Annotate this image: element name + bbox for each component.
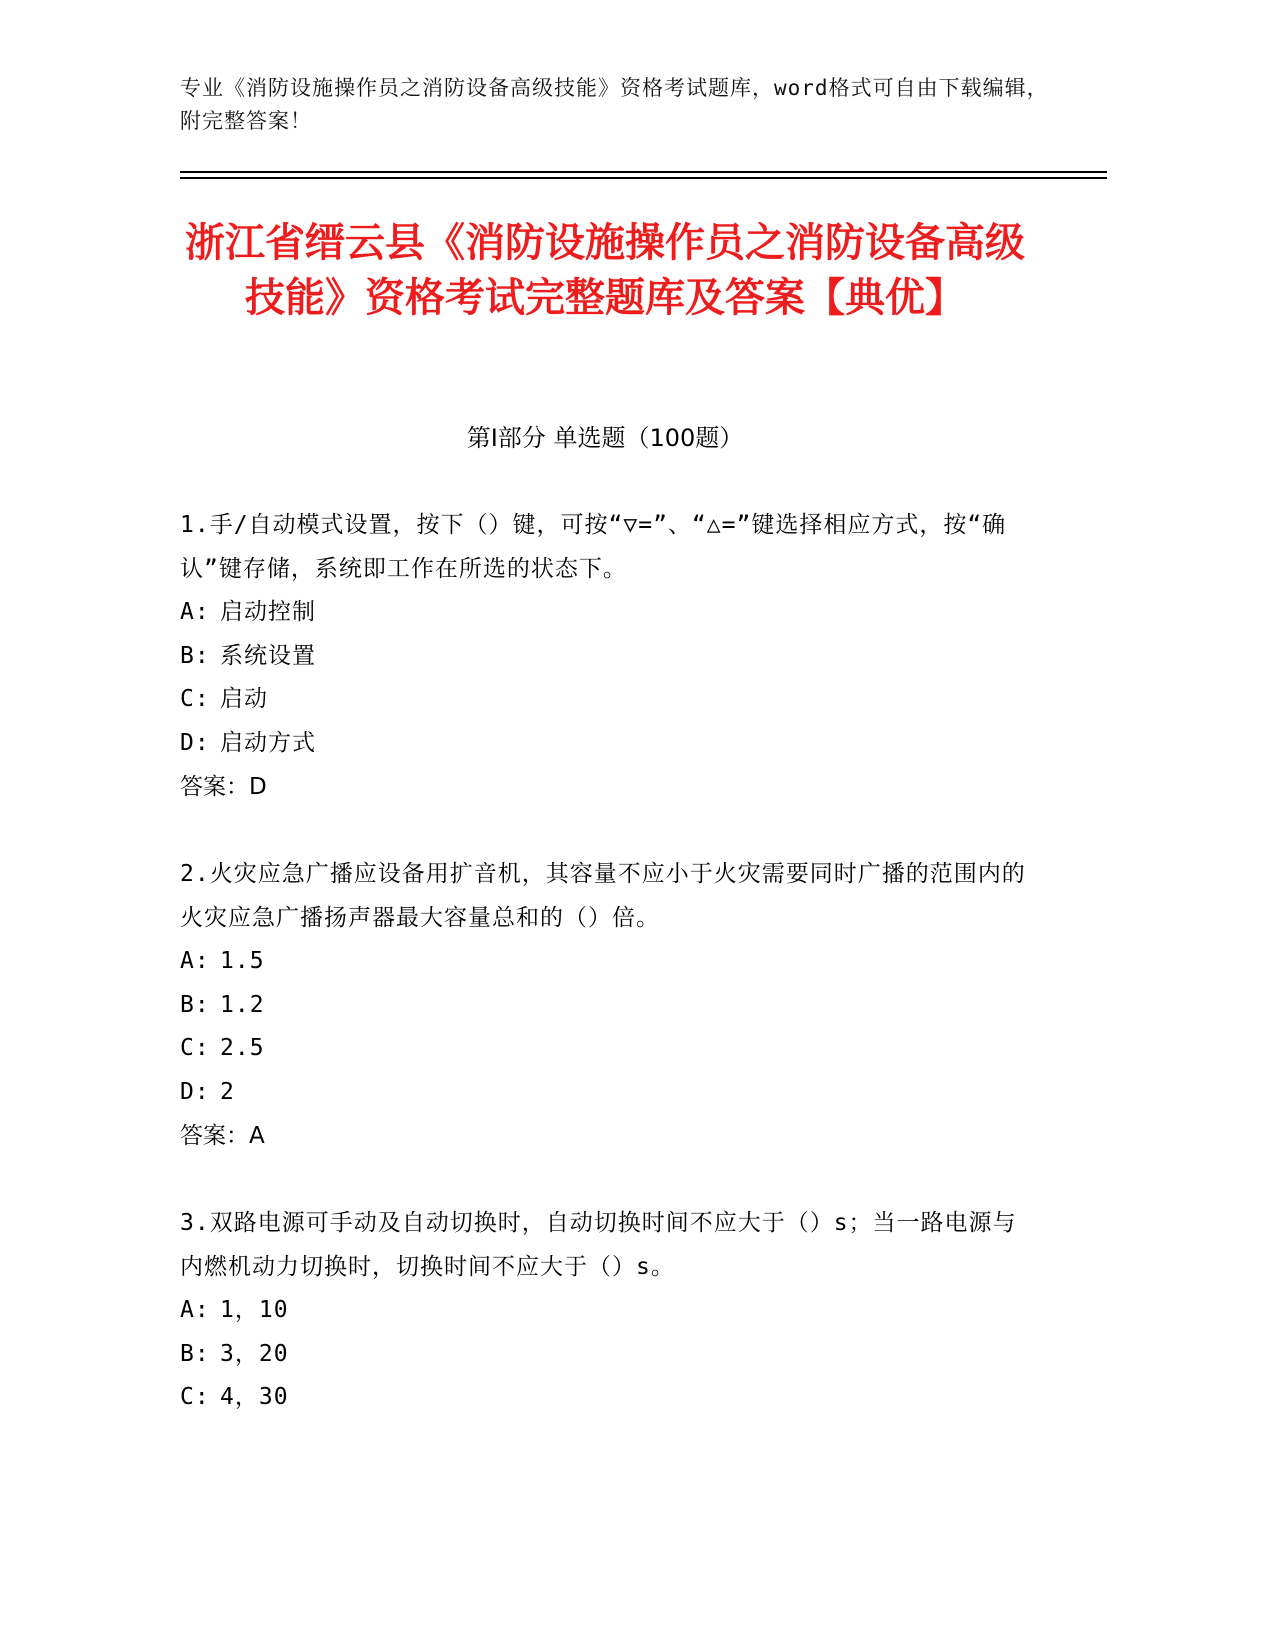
option-label: C: (180, 1384, 210, 1410)
option-text: 2 (220, 1078, 235, 1105)
option-text: 启动 (220, 686, 268, 712)
option-label: D: (180, 729, 210, 756)
header-divider-top (180, 171, 1107, 173)
question-1 (180, 503, 1040, 809)
option-label: C: (180, 1035, 210, 1061)
option-label: A: (180, 1297, 210, 1323)
header-divider-bottom (180, 177, 1107, 179)
section-heading: 第Ⅰ部分 单选题（100题） (466, 424, 744, 452)
option-text: 启动方式 (220, 729, 316, 756)
header-note: 专业《消防设施操作员之消防设备高级技能》资格考试题库，word格式可自由下载编辑，附完整答案！ (180, 76, 1049, 133)
option-text: 系统设置 (220, 642, 316, 669)
option-text: 2.5 (220, 1035, 265, 1061)
option-d (180, 1071, 1040, 1115)
option-label: C: (180, 686, 210, 712)
option-label: A: (180, 599, 210, 625)
option-d (180, 722, 1040, 766)
option-text: 启动控制 (220, 599, 316, 625)
option-text: 3，20 (220, 1340, 289, 1367)
option-c (180, 1027, 1040, 1071)
option-b (180, 1333, 1040, 1377)
option-text: 4，30 (220, 1384, 289, 1410)
option-c (180, 678, 1040, 722)
option-text: 1.5 (220, 948, 265, 974)
option-b (180, 635, 1040, 679)
question-stem: 1.手/自动模式设置，按下（）键，可按“▽=”、“△=”键选择相应方式，按“确认”键存储，系统即工作在所选的状态下。 (180, 512, 1007, 582)
option-c (180, 1376, 1040, 1420)
question-list (180, 503, 1040, 1463)
question-stem: 2.火灾应急广播应设备用扩音机，其容量不应小于火灾需要同时广播的范围内的火灾应急广播扬声器最大容量总和的（）倍。 (180, 861, 1026, 931)
question-2 (180, 852, 1040, 1158)
option-a (180, 1289, 1040, 1333)
question-stem: 3.双路电源可手动及自动切换时，自动切换时间不应大于（）s；当一路电源与内燃机动力切换时，切换时间不应大于（）s。 (180, 1210, 1017, 1280)
answer-line: 答案：D (180, 774, 267, 800)
answer-line: 答案：A (180, 1123, 265, 1149)
option-a (180, 940, 1040, 984)
option-a (180, 591, 1040, 635)
option-label: B: (180, 991, 210, 1018)
option-label: B: (180, 1340, 210, 1367)
option-text: 1.2 (220, 991, 265, 1018)
question-3 (180, 1201, 1040, 1420)
option-label: D: (180, 1078, 210, 1105)
option-text: 1，10 (220, 1297, 289, 1323)
option-b (180, 984, 1040, 1028)
option-label: B: (180, 642, 210, 669)
option-label: A: (180, 948, 210, 974)
page-title: 浙江省缙云县《消防设施操作员之消防设备高级技能》资格考试完整题库及答案【典优】 (185, 220, 1025, 321)
